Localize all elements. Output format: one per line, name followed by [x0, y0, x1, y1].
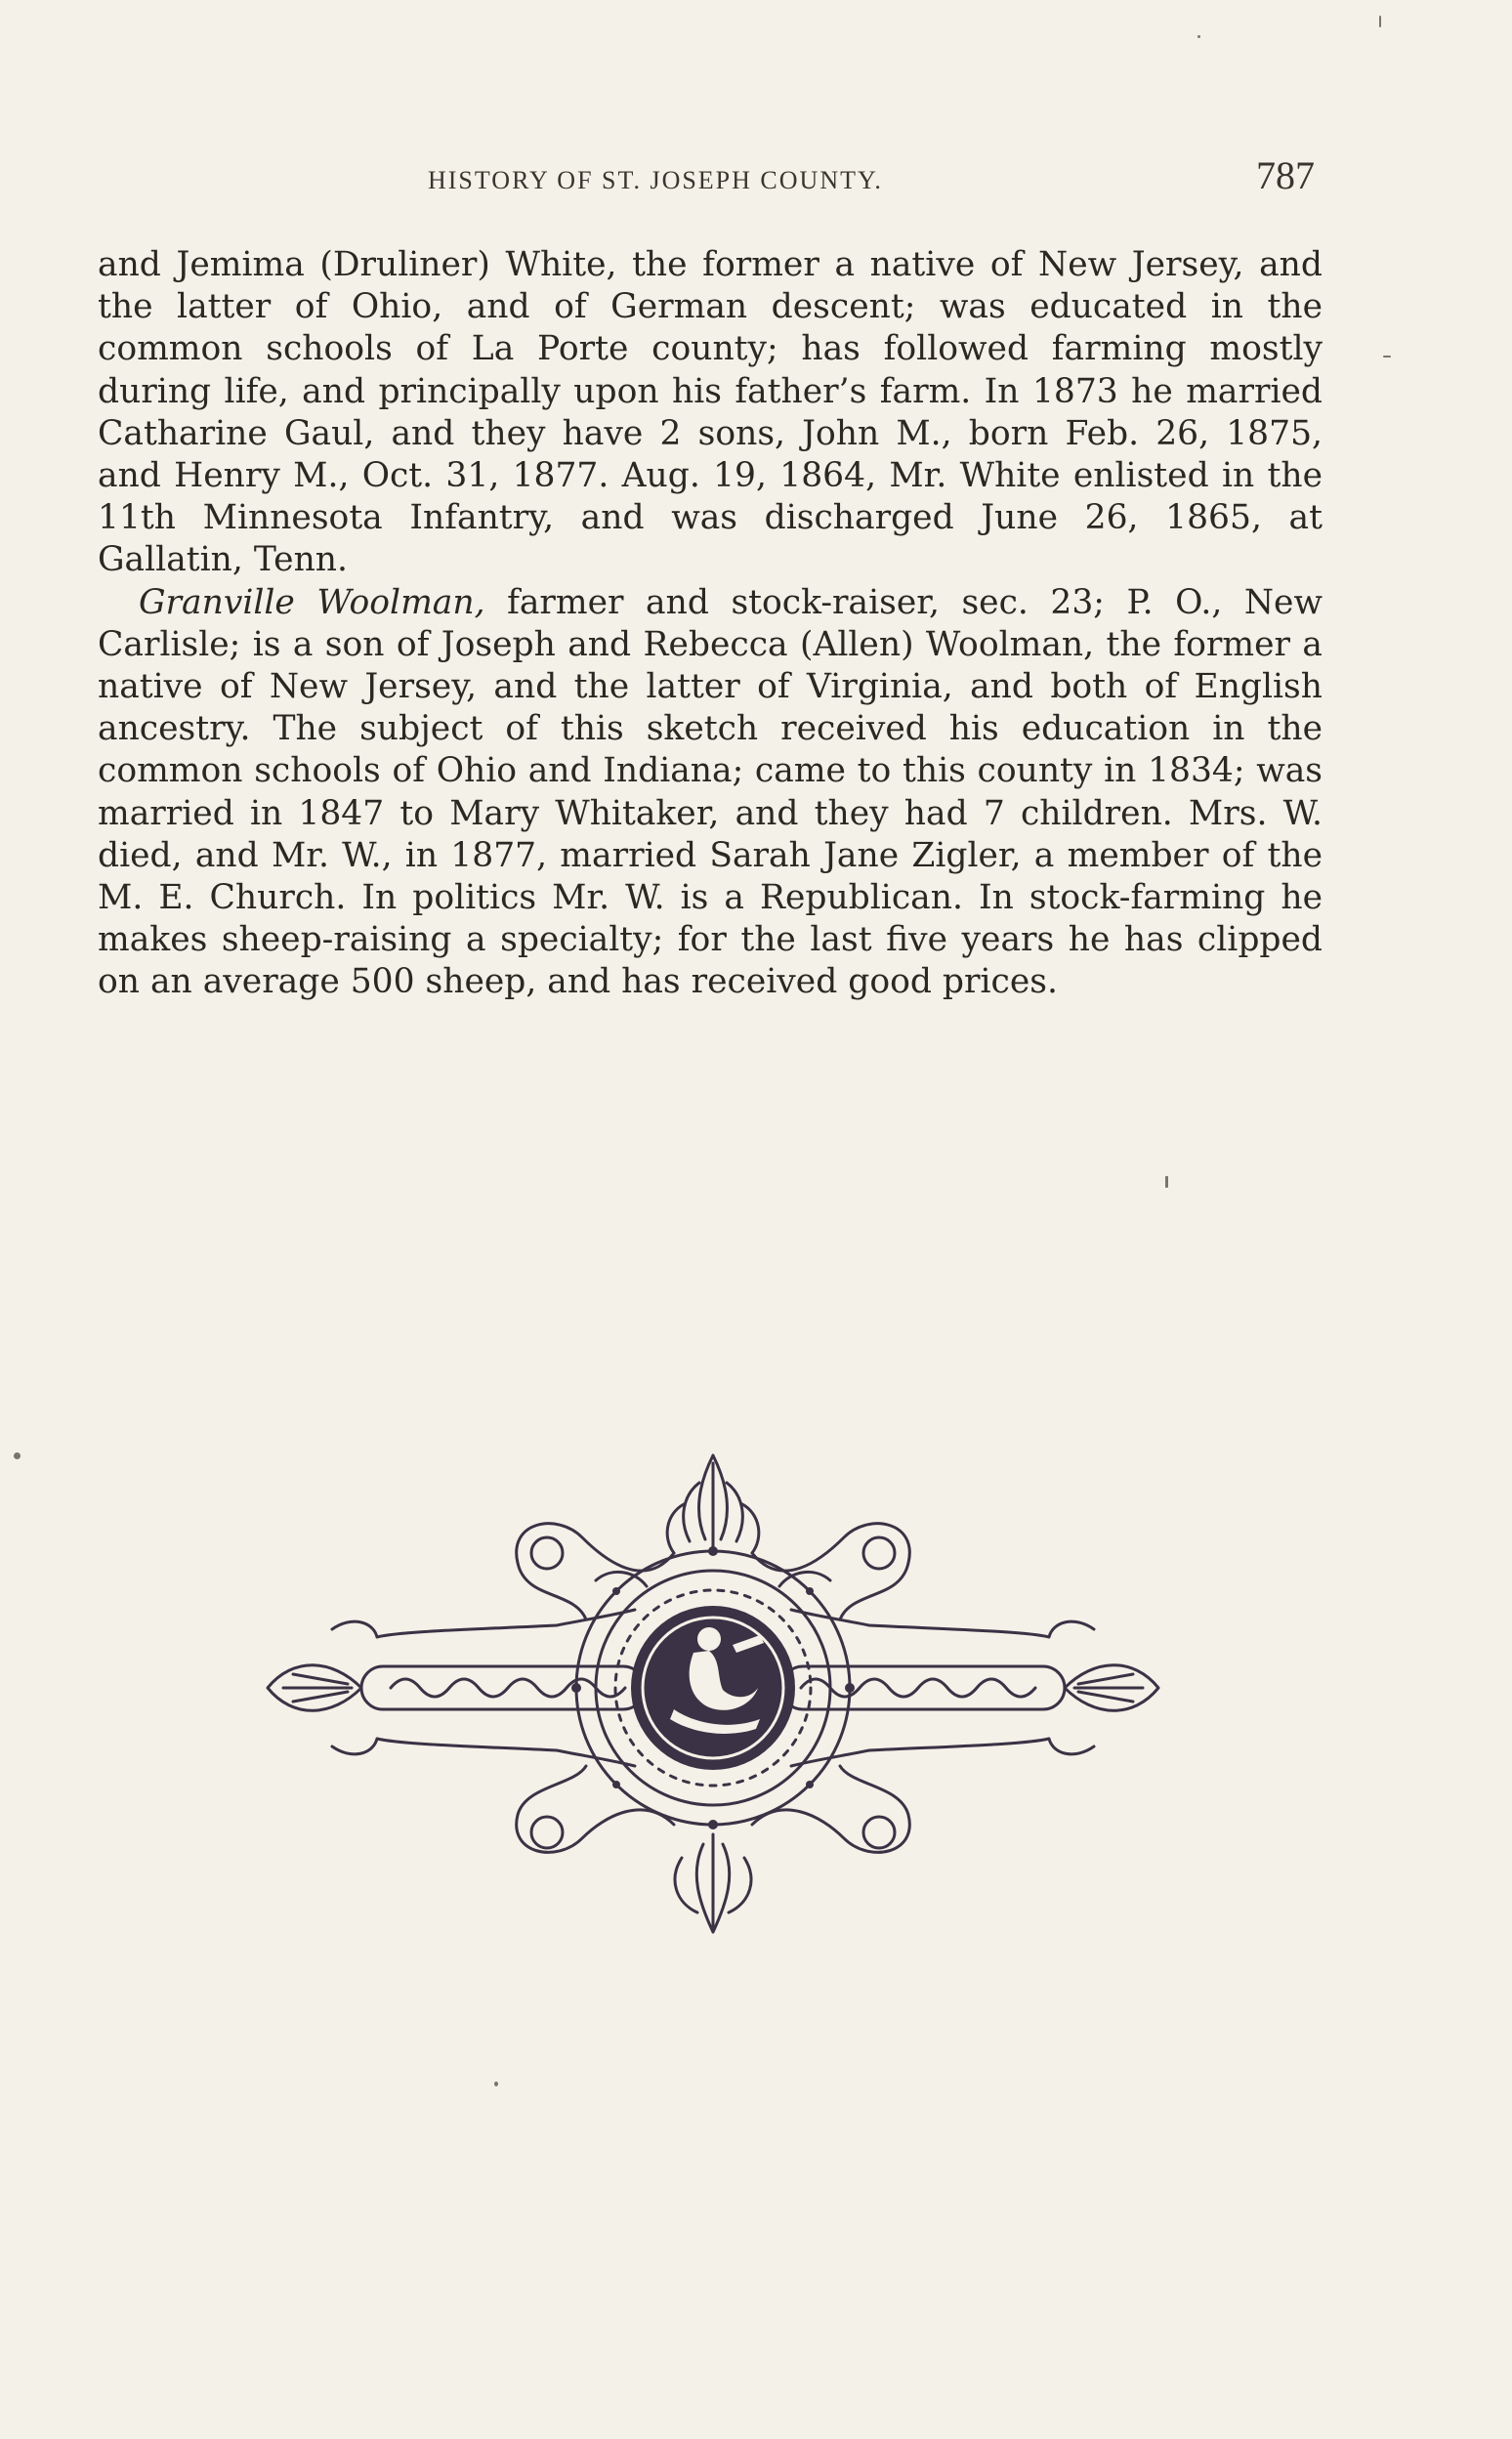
print-speck [494, 2082, 498, 2086]
print-speck [1383, 356, 1391, 357]
woolman-name: Granville Woolman, [139, 582, 485, 622]
paragraph-white: and Jemima (Druliner) White, the former a native of New Jersey, and the latter of Ohio, and of German descent; was educated in the common schools of La Porte county; has followed farming mostly during life, and principally upon his father’s farm. In 1873 he married Catharine Gaul, and they have 2 sons, John M., born Feb. 26, 1875, and Henry M., Oct. 31, 1877. Aug. 19, 1864, Mr. White enlisted in the 11th Minnesota Infantry, and was discharged June 26, 1865, at Gallatin, Tenn. [98, 245, 1323, 580]
page-number: 787 [1256, 153, 1315, 197]
body-text [98, 244, 1323, 1004]
print-speck [14, 1452, 21, 1459]
print-speck [1379, 16, 1381, 27]
paragraph-woolman [98, 582, 1323, 1004]
running-head: HISTORY OF ST. JOSEPH COUNTY. [428, 166, 883, 194]
woolman-text: farmer and stock-raiser, sec. 23; P. O., New Carlisle; is a son of Joseph and Rebecca (Allen) Woolman, the former a native of New Jersey, and the latter of Virginia, and both of English ancestry. The subject of this sketch received his education in the common schools of Ohio and Indiana; came to this county in 1834; was married in 1847 to Mary Whitaker, and they had 7 children. Mrs. W. died, and Mr. W., in 1877, married Sarah Jane Zigler, a member of the M. E. Church. In politics Mr. W. is a Republican. In stock-farming he makes sheep-raising a specialty; for the last five years he has clipped on an average 500 sheep, and has received good prices. [98, 582, 1323, 1002]
print-speck [1197, 35, 1200, 38]
print-speck [1165, 1176, 1168, 1188]
tailpiece-ornament-icon [264, 1444, 1162, 1942]
